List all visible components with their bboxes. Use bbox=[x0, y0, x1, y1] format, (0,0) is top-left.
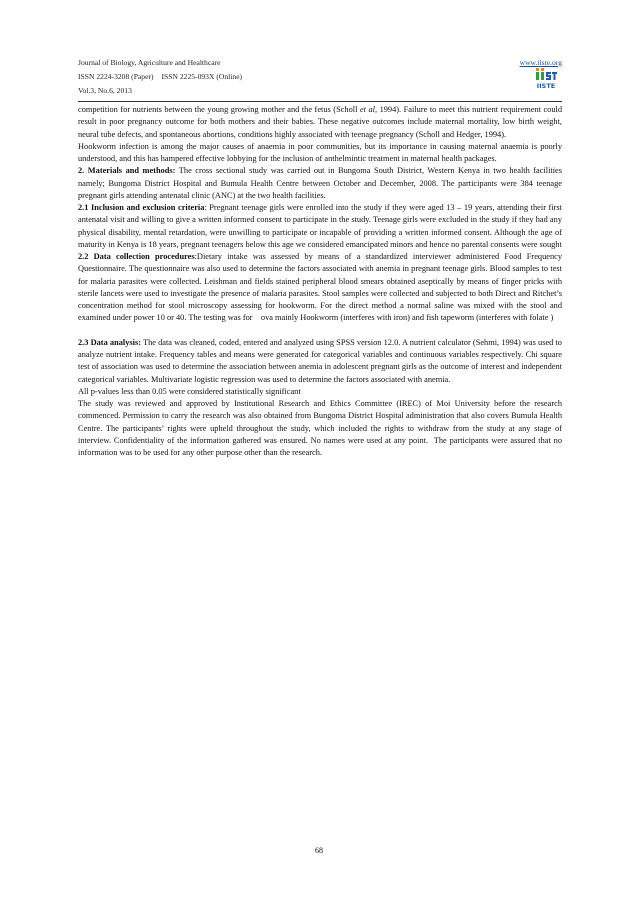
logo-text: IISTE bbox=[536, 82, 556, 90]
paragraph-ethics: The study was reviewed and approved by Institutional Research and Ethics Committee (IREC) of Moi University before the research commenced. Permission to carry the research was also obtained from Bungoma District Hospital administration that also covers Bumula Health Centre. The participants’ rights were upheld throughout the study, which included the rights to withdraw from the study at any stage of interview. Confidentiality of the information gathered was ensured. No names were used at any point. The participants were assured that no information was to be used for any other purpose other than the research. bbox=[78, 399, 562, 457]
paragraph-p-value: All p-values less than 0.05 were considered statistically significant bbox=[78, 386, 301, 396]
paragraph-hookworm: Hookworm infection is among the major causes of anaemia in poor communities, but its importance in causing maternal anaemia is poorly understood, and this has hampered effective lobbying for the inclusion of anthelmintic treatment in maternal health packages. bbox=[78, 141, 562, 163]
issn-line bbox=[78, 70, 562, 84]
volume-info: Vol.3, No.6, 2013 bbox=[78, 86, 132, 95]
iiste-logo-icon bbox=[534, 67, 558, 91]
section-materials-methods: 2. Materials and methods: The cross sectional study was carried out in Bungoma South District, Western Kenya in two health facilities namely; Bungoma District Hospital and Bumula Health Centre between October and December, 2008. The participants were 384 teenage pregnant girls attending antenatal clinic (ANC) at the two health facilities. bbox=[78, 166, 562, 200]
section-inclusion-criteria: 2.1 Inclusion and exclusion criteria: Pregnant teenage girls were enrolled into the study if they were aged 13 – 19 years, attending their first antenatal visit and willing to give a written informed consent to participate in the study. Teenage girls were excluded in the study if they had any physical disability, mental retardation, were unwilling to participate or incapable of providing a written informed consent. Although the age of maturity in Kenya is 18 years, pregnant teenagers below this age we considered emancipated minors and hence no parental consents were sought bbox=[78, 203, 562, 249]
section-heading: 2.2 Data collection procedures bbox=[78, 252, 195, 261]
article-body bbox=[78, 104, 562, 459]
journal-title: Journal of Biology, Agriculture and Healthcare bbox=[78, 58, 221, 67]
header-divider bbox=[78, 101, 562, 102]
section-heading: 2. Materials and methods: bbox=[78, 166, 176, 176]
section-data-collection: 2.2 Data collection procedures:Dietary intake was assessed by means of a standardized interviewer administered Food Frequency Questionnaire. The questionnaire was also used to determine the factors associated with anemia in pregnant teenage girls. Blood samples to test for malaria parasites were collected. Leishman and fields stained peripheral blood smears obtained aseptically by means of finger pricks with sterile lancets were used to investigate the presence of malaria parasites. Stool samples were collected and subjected to both Direct and Ritchet’s concentration method for stool microscopy assessing for hookworm. For the direct method a normal saline was mixed with the stool and examined under power 10 or 40. The testing was for ova mainly Hookworm (interferes with iron) and fish tapeworm (interferes with folate ) bbox=[78, 252, 563, 323]
section-heading: 2.3 Data analysis: bbox=[78, 337, 141, 347]
running-header bbox=[78, 56, 562, 98]
page-number: 68 bbox=[315, 846, 323, 855]
paragraph-nutrient-competition: competition for nutrients between the young growing mother and the fetus (Scholl et al, 1994). Failure to meet this nutrient requirement could result in poor pregnancy outcome for both mothers and their babies. These negative outcomes include maternal mortality, low birth weight, neural tube defects, and spontaneous abortions, conditions highly associated with teenage pregnancy (Scholl and Hedger, 1994). bbox=[78, 105, 562, 139]
issn-paper: ISSN 2224-3208 (Paper) bbox=[78, 72, 154, 81]
issn-online: ISSN 2225-093X (Online) bbox=[161, 72, 243, 81]
section-heading: 2.1 Inclusion and exclusion criteria bbox=[78, 203, 205, 212]
section-data-analysis: 2.3 Data analysis: The data was cleaned, coded, entered and analyzed using SPSS version 12.0. A nutrient calculator (Sehmi, 1994) was used to analyze nutrient intake. Frequency tables and means were generated for categorical variables and continuous variables respectively. Chi square test of association was used to determine the association between anemia in adolescent pregnant girls as the outcome of interest and independent categorical variables. Multivariate logistic regression was used to determine the factors associated with anemia. bbox=[78, 337, 562, 384]
journal-url-link[interactable]: www.iiste.org bbox=[519, 58, 562, 67]
